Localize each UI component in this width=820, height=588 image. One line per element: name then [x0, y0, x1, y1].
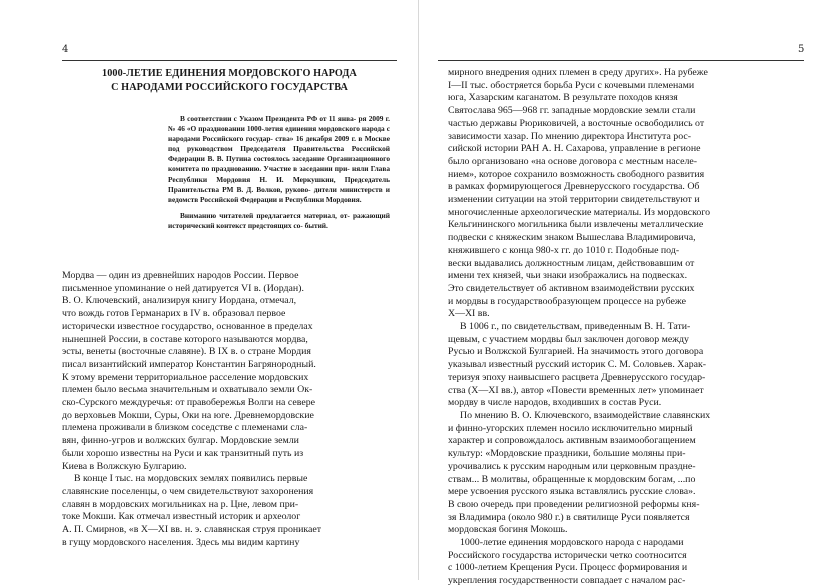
body-line: в гущу мордовского населения. Здесь мы видим картину — [62, 536, 300, 548]
body-line: ско-Сурского междуречья: от правобережья Волги на севере — [62, 397, 315, 409]
body-line: токе Мокши. Как отмечал известный историк и археолог — [62, 511, 301, 523]
body-line: А. П. Смирнов, «в X—XI вв. н. э. славянская струя проникает — [62, 524, 322, 536]
body-line: урочивались к русским народным или церковным праздне- — [448, 460, 696, 472]
body-line: укрепления государственности совпадает с началом рас- — [448, 575, 686, 587]
page-number-right: 5 — [798, 44, 805, 55]
body-line: В. О. Ключевский, анализируя книгу Иордана, отмечал, — [62, 295, 297, 307]
body-line: до верховьев Мокши, Суры, Оки на юге. Древнемордовские — [62, 409, 314, 421]
body-line: в рамках формирующегося Древнерусского государства. Об — [448, 181, 700, 193]
body-line: славянские поселенцы, о чем свидетельствуют захоронения — [62, 485, 314, 497]
body-line: культур: «Мордовские праздники, большие моляны при- — [448, 448, 686, 460]
body-line: Российского государства исторически четко соотносится — [448, 549, 687, 561]
body-line: с 1000-летием Крещения Руси. Процесс формирования и — [448, 562, 688, 574]
body-line: нием», которое сохранило возможность свободного развития — [448, 168, 705, 180]
article-title — [62, 67, 397, 95]
body-line: писал византийский император Константин Багрянородный. — [62, 358, 316, 370]
epigraph — [168, 114, 390, 231]
header-rule-right — [438, 60, 804, 61]
body-line: указывал известный русский историк С. М. Соловьев. Харак- — [448, 359, 707, 371]
body-line: мирного внедрения одних племен в среду других». На рубеже — [448, 67, 708, 78]
body-line: подвески с княжеским знаком Вышеслава Владимировича, — [448, 232, 696, 244]
body-line: зависимости хазар. По мнению директора Института рос- — [448, 130, 692, 142]
title-line: 1000-ЛЕТИЕ ЕДИНЕНИЯ МОРДОВСКОГО НАРОДА — [102, 68, 357, 79]
body-line: племена проживали в близком соседстве с племенами сла- — [62, 422, 308, 434]
body-text-left — [62, 270, 397, 549]
epigraph-paragraph — [168, 211, 390, 231]
epigraph-line: ражающий исторический контекст предстоящих со- — [168, 210, 390, 230]
body-line: мордовская богиня Мокошь. — [448, 524, 568, 536]
body-line: щевым, с участием мордвы был заключен договор между — [448, 333, 689, 345]
body-line: Мордва — один из древнейших народов России. Первое — [62, 270, 299, 281]
body-line: вян, финно-угров и волжских булгар. Мордовские земли — [62, 435, 299, 447]
header-rule-left — [62, 60, 397, 61]
body-line: эсты, венеты (восточные славяне). В IX в. о стране Мордия — [62, 346, 311, 358]
body-line: письменное упоминание о ней датируется VI в. (Иордан). — [62, 282, 304, 294]
body-line: что вождь готов Германарих в IV в. образовал первое — [62, 308, 286, 320]
body-line: В 1006 г., по свидетельствам, приведенным В. Н. Тати- — [460, 321, 691, 333]
body-line: К этому времени территориальное расселение мордовских — [62, 371, 309, 383]
body-text-right — [448, 67, 786, 588]
body-line: и мордвы в государствообразующем процессе на рубеже — [448, 295, 686, 307]
body-line: частью державы Рюриковичей, а восточные освободились от — [448, 117, 705, 129]
body-line: По мнению В. О. Ключевского, взаимодействие славянских — [460, 409, 711, 421]
body-line: В свою очередь при проведении религиозной реформы кня- — [448, 498, 700, 510]
epigraph-line: бытий. — [304, 220, 328, 230]
body-line: I—II тыс. обостряется борьба Руси с кочевыми племенами — [448, 79, 695, 91]
body-line: теризуя эпоху наивысшего расцвета Древнерусского государ- — [448, 371, 706, 383]
body-line: сийской истории РАН А. Н. Сахарова, управление в регионе — [448, 143, 701, 155]
epigraph-line: мордовского народа с народами Российского государ- — [168, 124, 390, 144]
body-line: имени тех князей, чьи знаки изображались на подвесках. — [448, 270, 688, 282]
epigraph-line: и Республики Мордовия. — [278, 194, 362, 204]
epigraph-paragraph — [168, 114, 390, 205]
body-line: и финно-угорских племен носило исключительно мирный — [448, 422, 693, 434]
body-line: исторически известное государство, основанное в пределах — [62, 320, 313, 332]
body-line: многочисленные археологические материалы. Из мордовского — [448, 206, 711, 218]
body-line: Киева в Волжскую Булгарию. — [62, 460, 187, 472]
body-line: славян в мордовских могильниках на р. Цне, левом при- — [62, 498, 299, 510]
body-line: X—XI вв. — [448, 308, 490, 320]
body-line: ства (X—XI вв.), автор «Повести временных лет» упоминает — [448, 384, 704, 396]
epigraph-line: Председателя Правительства Российской Федерации — [168, 144, 390, 164]
body-line: ствам... В молитвы, обращенные к мордовским богам, ...по — [448, 473, 696, 485]
epigraph-line: Председатель Правительства РМ В. Д. Волков, руково- — [168, 174, 391, 194]
body-line: В конце I тыс. на мордовских землях появились первые — [74, 473, 308, 485]
body-line: были хорошо известны на Руси и как транзитный путь из — [62, 447, 304, 459]
title-line: С НАРОДАМИ РОССИЙСКОГО ГОСУДАРСТВА — [111, 82, 348, 93]
body-line: 1000-летие единения мордовского народа с народами — [460, 537, 684, 549]
body-line: Это свидетельствует об активном взаимодействии русских — [448, 282, 695, 294]
epigraph-line: ства» 16 декабря 2009 г. в Москве под руководством — [168, 134, 390, 154]
body-line: изменении ситуации на этой территории свидетельствуют и — [448, 194, 700, 206]
body-line: было организовано «на основе договора с местным населе- — [448, 155, 698, 167]
body-line: Русью и Волжской Булгарией. На значимость этого договора — [448, 346, 704, 358]
epigraph-line: Вниманию читателей предлагается материал, от- — [180, 210, 350, 220]
epigraph-line: В. В. Путина состоялось заседание Организационного — [207, 154, 391, 164]
body-line: Святослава 965—968 гг. западные мордовские земли стали — [448, 105, 696, 117]
body-line: юга, Хазарским каганатом. В результате походов князя — [448, 92, 678, 104]
body-line: зя Владимира (около 980 г.) в святилище Руси появляется — [448, 511, 690, 523]
epigraph-line: дители министерств и ведомств Российской Федерации — [168, 184, 390, 204]
epigraph-line: ря 2009 г. № 46 «О праздновании 1000-летия единения — [168, 114, 390, 134]
body-line: мере усвоения русского языка вставлялись русские слова». — [448, 486, 696, 498]
body-line: мордву в числе народов, входивших в состав Руси. — [448, 397, 662, 409]
epigraph-line: В соответствии с Указом Президента РФ от 11 янва- — [180, 114, 357, 123]
body-line: нынешней России, в составе которого называются мордва, — [62, 333, 308, 345]
epigraph-line: комитета по празднованию. Участие в заседании при- — [168, 164, 350, 174]
body-line: характер и сопровождалось активным взаимообогащением — [448, 435, 696, 447]
body-line: княжившего с конца 980-х гг. до 1010 г. Подобные под- — [448, 244, 680, 256]
body-line: племен было весьма значительным и охватывало земли Ок- — [62, 384, 313, 396]
body-line: Кельгининского могильника были извлечены металлические — [448, 219, 704, 231]
body-line: вески выдавались должностным лицам, действовавшим от — [448, 257, 695, 269]
page-number-left: 4 — [62, 44, 69, 55]
epigraph-line: няли Глава Республики Мордовия Н. И. Меркушкин, — [168, 164, 390, 184]
